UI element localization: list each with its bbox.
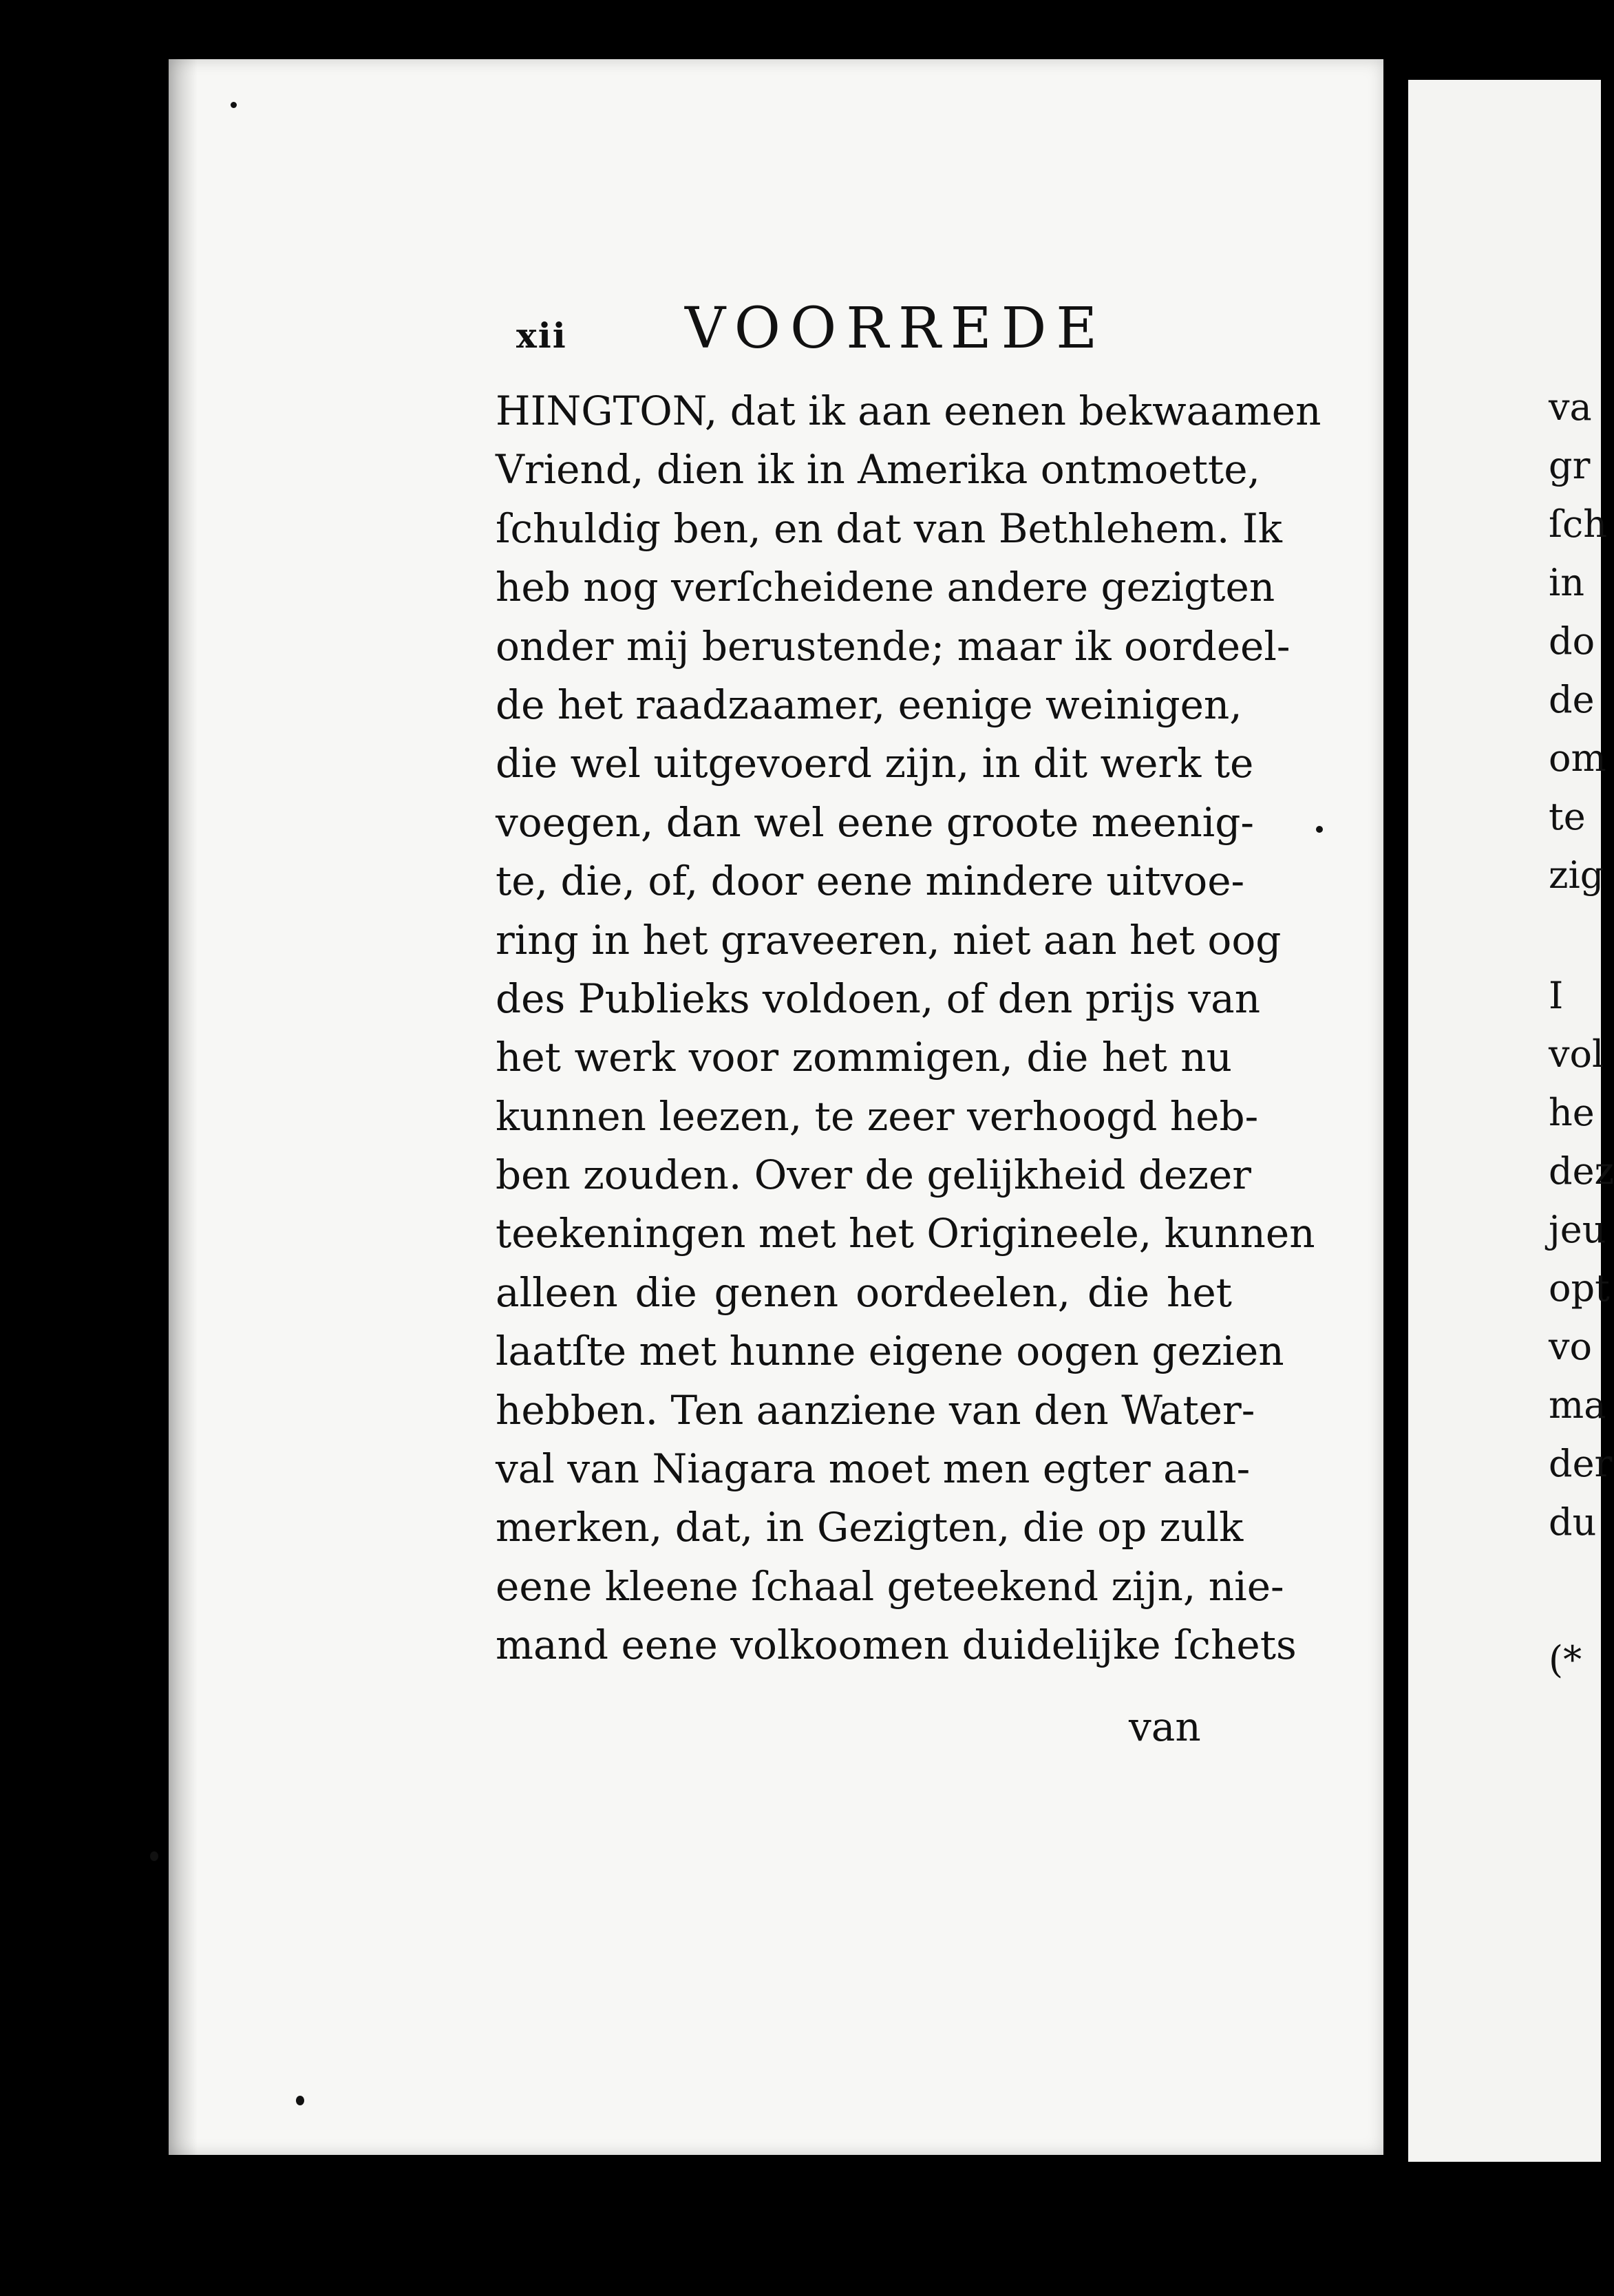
right-fragment: zig <box>1549 853 1604 897</box>
text-line: alleen die genen oordeelen, die het <box>496 1268 1232 1316</box>
right-fragment: gr <box>1549 444 1591 487</box>
text-line: mand eene volkoomen duidelijke ſchets <box>496 1622 1297 1669</box>
page-number: xii <box>516 315 567 356</box>
right-fragment: de <box>1549 678 1595 721</box>
right-page-text-fragments <box>1549 385 1614 1693</box>
catchword: van <box>1129 1703 1201 1750</box>
text-line: des Publieks voldoen, of den prijs van <box>496 975 1261 1022</box>
right-fragment: (* <box>1549 1638 1582 1681</box>
text-line: onder mij berustende; maar ik oordeel- <box>496 622 1291 670</box>
right-fragment: vol <box>1549 1032 1604 1076</box>
right-fragment: ſch <box>1549 502 1608 546</box>
text-line: teekeningen met het Origineele, kunnen <box>496 1210 1315 1257</box>
right-fragment: in <box>1549 561 1585 604</box>
right-fragment: opt <box>1549 1266 1610 1310</box>
text-line: laatſte met hunne eigene oogen gezien <box>496 1328 1284 1375</box>
text-line: ring in het graveeren, niet aan het oog <box>496 916 1282 964</box>
right-fragment: du <box>1549 1500 1597 1544</box>
text-line: HINGTON, dat ik aan eenen bekwaamen <box>496 387 1321 434</box>
right-fragment: he <box>1549 1091 1595 1134</box>
text-line: val van Niagara moet men egter aan- <box>496 1445 1251 1493</box>
right-fragment: te <box>1549 795 1586 838</box>
right-fragment: vo <box>1549 1325 1593 1368</box>
text-line: de het raadzaamer, eenige weinigen, <box>496 681 1242 728</box>
text-line: kunnen leezen, te zeer verhoogd heb- <box>496 1092 1259 1140</box>
text-line: ben zouden. Over de gelijkheid dezer <box>496 1151 1251 1199</box>
text-line: ſchuldig ben, en dat van Bethlehem. Ik <box>496 504 1282 552</box>
text-line: te, die, of, door eene mindere uitvoe- <box>496 858 1245 905</box>
right-fragment: ma <box>1549 1383 1606 1427</box>
text-line: voegen, dan wel eene groote meenig- <box>496 798 1254 846</box>
ink-speck <box>150 1851 158 1861</box>
ink-speck <box>296 2096 304 2105</box>
right-fragment: om <box>1549 736 1606 780</box>
ink-speck <box>231 102 237 108</box>
text-line: hebben. Ten aanziene van den Water- <box>496 1386 1255 1434</box>
text-line: die wel uitgevoerd zijn, in dit werk te <box>496 740 1254 787</box>
text-line: eene kleene ſchaal geteekend zijn, nie- <box>496 1562 1284 1610</box>
body-text <box>496 382 1321 1675</box>
text-line: Vriend, dien ik in Amerika ontmoette, <box>496 446 1260 493</box>
text-line: het werk voor zommigen, die het nu <box>496 1034 1232 1081</box>
text-line: merken, dat, in Gezigten, die op zulk <box>496 1504 1244 1551</box>
right-fragment: der <box>1549 1442 1613 1485</box>
ink-speck <box>1316 826 1323 833</box>
text-line: heb nog verſcheidene andere gezigten <box>496 564 1275 611</box>
running-head <box>348 296 1201 372</box>
right-fragment: va <box>1549 385 1592 429</box>
right-fragment: jeu <box>1549 1208 1606 1251</box>
running-title: VOORREDE <box>685 296 1107 361</box>
right-fragment: dez <box>1549 1149 1614 1193</box>
right-fragment: I <box>1549 974 1564 1017</box>
right-fragment: do <box>1549 619 1595 663</box>
